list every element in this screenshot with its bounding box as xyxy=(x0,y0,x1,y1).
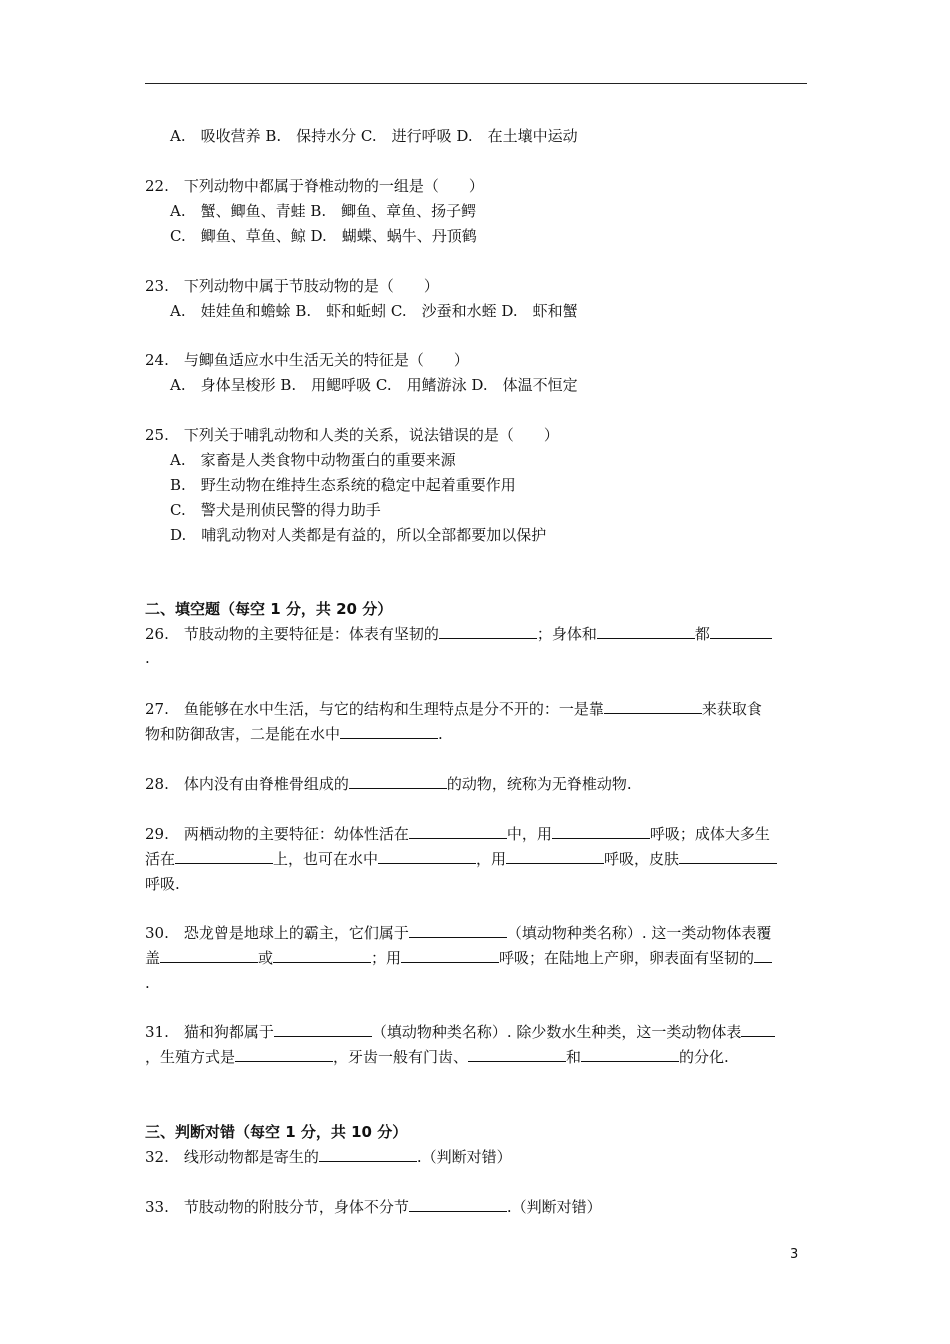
q27-line2 xyxy=(145,724,443,744)
answer-blank[interactable] xyxy=(401,948,499,963)
answer-blank[interactable] xyxy=(349,774,447,789)
q24-options: A. 身体呈梭形 B. 用鳃呼吸 C. 用鳍游泳 D. 体温不恒定 xyxy=(170,376,578,394)
q25-option-a: A. 家畜是人类食物中动物蛋白的重要来源 xyxy=(170,451,456,469)
q25-option-c: C. 警犬是刑侦民警的得力助手 xyxy=(170,501,381,519)
q29-text-6: ，用 xyxy=(476,850,507,868)
q26-text-1: 26. 节肢动物的主要特征是：体表有坚韧的 xyxy=(145,625,439,643)
q30-line3: . xyxy=(145,974,150,992)
answer-blank[interactable] xyxy=(581,1047,679,1062)
q23-stem: 23. 下列动物中属于节肢动物的是（ ） xyxy=(145,277,439,295)
q23-options: A. 娃娃鱼和蟾蜍 B. 虾和蚯蚓 C. 沙蚕和水蛭 D. 虾和蟹 xyxy=(170,302,578,320)
answer-blank[interactable] xyxy=(378,849,476,864)
q31-line2 xyxy=(145,1047,729,1067)
q31-text-5: 和 xyxy=(566,1048,582,1066)
answer-blank[interactable] xyxy=(468,1047,566,1062)
q27-text-4: . xyxy=(438,725,443,743)
q30-text-4: 或 xyxy=(258,949,274,967)
answer-blank[interactable] xyxy=(273,948,371,963)
q28-text-2: 的动物，统称为无脊椎动物. xyxy=(446,775,632,793)
q22-stem: 22. 下列动物中都属于脊椎动物的一组是（ ） xyxy=(145,177,484,195)
q25-stem: 25. 下列关于哺乳动物和人类的关系，说法错误的是（ ） xyxy=(145,426,559,444)
answer-blank[interactable] xyxy=(754,948,772,963)
q29-text-1: 29. 两栖动物的主要特征：幼体性活在 xyxy=(145,825,409,843)
answer-blank[interactable] xyxy=(409,1197,507,1212)
q31-line1 xyxy=(145,1022,775,1042)
q30-text-1: 30. 恐龙曾是地球上的霸主，它们属于 xyxy=(145,924,409,942)
q31-text-1: 31. 猫和狗都属于 xyxy=(145,1023,274,1041)
q24-stem: 24. 与鲫鱼适应水中生活无关的特征是（ ） xyxy=(145,351,469,369)
q29-text-7: 呼吸，皮肤 xyxy=(604,850,680,868)
q29-line2 xyxy=(145,849,777,869)
q26-line1 xyxy=(145,624,772,644)
q27-text-3: 物和防御敌害，二是能在水中 xyxy=(145,725,341,743)
answer-blank[interactable] xyxy=(175,849,273,864)
q30-text-5: ；用 xyxy=(371,949,402,967)
answer-blank[interactable] xyxy=(552,824,650,839)
q30-text-6: 呼吸；在陆地上产卵，卵表面有坚韧的 xyxy=(499,949,755,967)
answer-blank[interactable] xyxy=(274,1022,372,1037)
q29-line3: 呼吸. xyxy=(145,875,180,893)
q29-text-4: 活在 xyxy=(145,850,176,868)
q32-text-1: 32. 线形动物都是寄生的 xyxy=(145,1148,319,1166)
answer-blank[interactable] xyxy=(506,849,604,864)
q22-options-1: A. 蟹、鲫鱼、青蛙 B. 鲫鱼、章鱼、扬子鳄 xyxy=(170,202,477,220)
answer-blank[interactable] xyxy=(604,699,702,714)
answer-blank[interactable] xyxy=(679,849,777,864)
section3-title: 三、判断对错（每空 1 分，共 10 分） xyxy=(145,1123,408,1141)
q31-text-2: （填动物种类名称）. 除少数水生种类，这一类动物体表 xyxy=(371,1023,742,1041)
q27-text-1: 27. 鱼能够在水中生活，与它的结构和生理特点是分不开的：一是靠 xyxy=(145,700,604,718)
q26-line2: . xyxy=(145,649,150,667)
q30-line1 xyxy=(145,923,771,943)
q26-text-2: ；身体和 xyxy=(536,625,597,643)
q27-text-2: 来获取食 xyxy=(701,700,762,718)
q29-text-5: 上，也可在水中 xyxy=(273,850,379,868)
q25-option-d: D. 哺乳动物对人类都是有益的，所以全部都要加以保护 xyxy=(170,526,547,544)
answer-blank[interactable] xyxy=(340,724,438,739)
section2-title: 二、填空题（每空 1 分，共 20 分） xyxy=(145,600,393,618)
q32-line1 xyxy=(145,1147,512,1167)
q30-line2 xyxy=(145,948,772,968)
q25-option-b: B. 野生动物在维持生态系统的稳定中起着重要作用 xyxy=(170,476,516,494)
answer-blank[interactable] xyxy=(235,1047,333,1062)
answer-blank[interactable] xyxy=(597,624,695,639)
q33-line1 xyxy=(145,1197,602,1217)
answer-blank[interactable] xyxy=(409,824,507,839)
answer-blank[interactable] xyxy=(741,1022,775,1037)
q33-text-2: .（判断对错） xyxy=(506,1198,602,1216)
q30-text-3: 盖 xyxy=(145,949,161,967)
q33-text-1: 33. 节肢动物的附肢分节，身体不分节 xyxy=(145,1198,409,1216)
header-rule xyxy=(145,83,807,84)
q26-text-3: 都 xyxy=(694,625,710,643)
answer-blank[interactable] xyxy=(160,948,258,963)
q21-options: A. 吸收营养 B. 保持水分 C. 进行呼吸 D. 在土壤中运动 xyxy=(170,127,578,145)
answer-blank[interactable] xyxy=(319,1147,417,1162)
q28-text-1: 28. 体内没有由脊椎骨组成的 xyxy=(145,775,349,793)
q22-options-2: C. 鲫鱼、草鱼、鲸 D. 蝴蝶、蜗牛、丹顶鹤 xyxy=(170,227,477,245)
page-number: 3 xyxy=(790,1247,799,1262)
q31-text-3: ，生殖方式是 xyxy=(145,1048,236,1066)
q30-text-2: （填动物种类名称）. 这一类动物体表覆 xyxy=(506,924,772,942)
answer-blank[interactable] xyxy=(409,923,507,938)
answer-blank[interactable] xyxy=(439,624,537,639)
q31-text-6: 的分化. xyxy=(679,1048,729,1066)
answer-blank[interactable] xyxy=(710,624,772,639)
q27-line1 xyxy=(145,699,762,719)
q29-line1 xyxy=(145,824,770,844)
q32-text-2: .（判断对错） xyxy=(416,1148,512,1166)
q31-text-4: ，牙齿一般有门齿、 xyxy=(333,1048,469,1066)
q29-text-3: 呼吸；成体大多生 xyxy=(649,825,770,843)
q28-line1 xyxy=(145,774,632,794)
q29-text-2: 中，用 xyxy=(506,825,552,843)
